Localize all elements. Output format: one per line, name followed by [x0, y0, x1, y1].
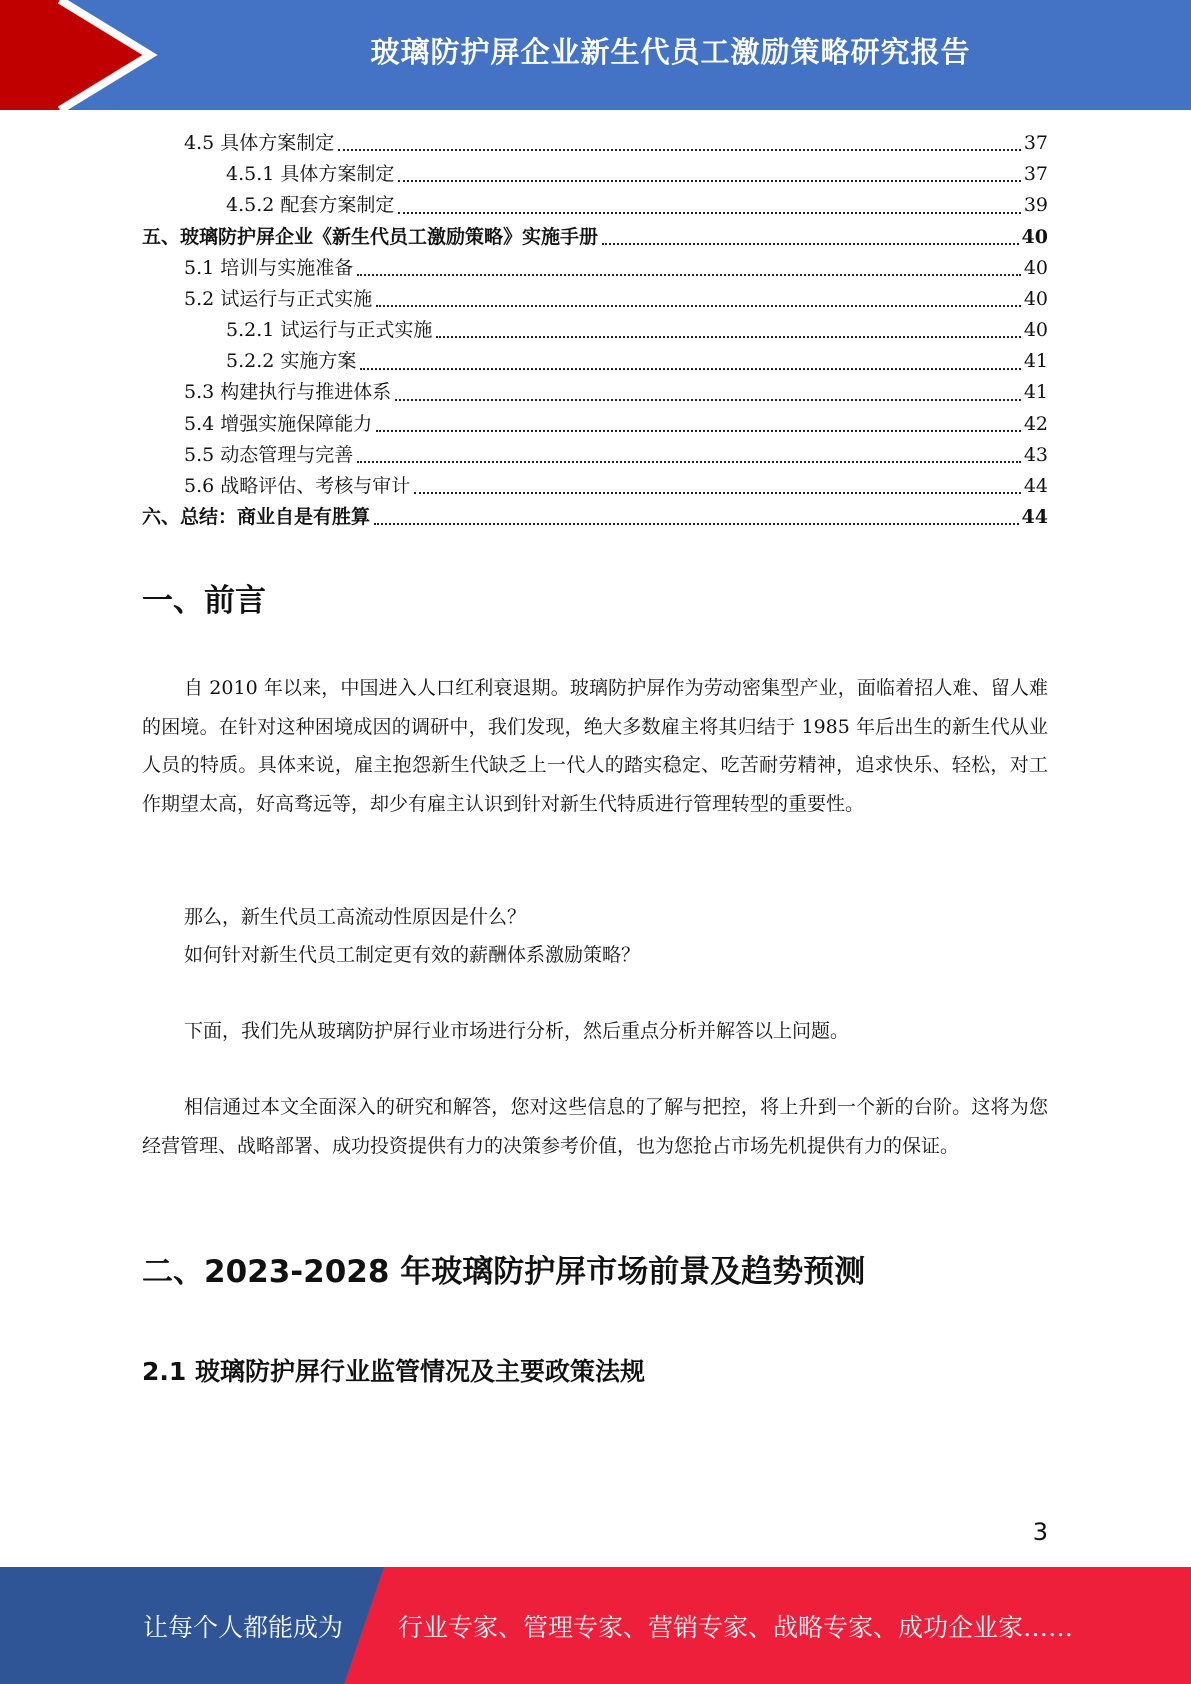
header-arrow-shape — [0, 0, 150, 110]
table-of-contents — [142, 128, 1048, 533]
toc-entry-label: 4.5.1 具体方案制定 — [226, 163, 395, 186]
toc-entry[interactable] — [142, 346, 1048, 377]
footer-slogan-right: 行业专家、管理专家、营销专家、战略专家、成功企业家…… — [398, 1612, 1074, 1642]
toc-entry-label: 5.2.2 实施方案 — [226, 350, 357, 373]
toc-leader-dots — [376, 305, 1021, 307]
toc-entry[interactable] — [142, 502, 1048, 533]
toc-entry[interactable] — [142, 471, 1048, 502]
header-arrow-decoration — [0, 0, 160, 110]
toc-entry-page: 40 — [1021, 225, 1048, 248]
toc-entry[interactable] — [142, 284, 1048, 315]
toc-entry-label: 4.5 具体方案制定 — [184, 131, 335, 154]
subsection-heading-regulation: 2.1 玻璃防护屏行业监管情况及主要政策法规 — [142, 1357, 645, 1386]
toc-entry-label: 5.5 动态管理与完善 — [184, 443, 354, 466]
toc-leader-dots — [360, 368, 1020, 370]
paragraph-analysis-plan: 下面，我们先从玻璃防护屏行业市场进行分析，然后重点分析并解答以上问题。 — [184, 1020, 850, 1042]
toc-leader-dots — [374, 523, 1019, 525]
toc-entry-page: 40 — [1023, 287, 1048, 310]
page-footer — [0, 1567, 1191, 1684]
toc-entry-label: 4.5.2 配套方案制定 — [226, 194, 395, 217]
toc-entry[interactable] — [142, 440, 1048, 471]
toc-entry-page: 40 — [1023, 256, 1048, 279]
toc-entry-label: 5.2.1 试运行与正式实施 — [226, 319, 433, 342]
page-number: 3 — [1032, 1518, 1048, 1546]
toc-entry-label: 5.2 试运行与正式实施 — [184, 287, 373, 310]
question-line-2: 如何针对新生代员工制定更有效的薪酬体系激励策略？ — [184, 944, 641, 966]
toc-entry-page: 41 — [1023, 350, 1048, 373]
question-line-1: 那么，新生代员工高流动性原因是什么？ — [184, 906, 527, 928]
toc-entry[interactable] — [142, 128, 1048, 159]
toc-entry-page: 37 — [1023, 163, 1048, 186]
toc-entry-label: 五、玻璃防护屏企业《新生代员工激励策略》实施手册 — [142, 225, 599, 248]
paragraph-intro: 自 2010 年以来，中国进入人口红利衰退期。玻璃防护屏作为劳动密集型产业，面临着招人难、留人难的困境。在针对这种困境成因的调研中，我们发现，绝大多数雇主将其归结于 1985 年后出生的新生代从业人员的特质。具体来说，雇主抱怨新生代缺乏上一代人的踏实稳定、吃苦耐劳精神，追求快乐、轻松，对工作期望太高，好高骛远等，却少有雇主认识到针对新生代特质进行管理转型的重要性。 — [142, 677, 1048, 815]
toc-entry-label: 5.3 构建执行与推进体系 — [184, 381, 392, 404]
toc-leader-dots — [602, 243, 1019, 245]
paragraph-value: 相信通过本文全面深入的研究和解答，您对这些信息的了解与把控，将上升到一个新的台阶。这将为您经营管理、战略部署、成功投资提供有力的决策参考价值，也为您抢占市场先机提供有力的保证。 — [142, 1096, 1048, 1157]
toc-entry[interactable] — [142, 190, 1048, 221]
toc-leader-dots — [395, 399, 1021, 401]
toc-leader-dots — [376, 430, 1021, 432]
toc-entry-label: 5.1 培训与实施准备 — [184, 256, 354, 279]
toc-leader-dots — [357, 461, 1021, 463]
toc-entry-page: 43 — [1023, 443, 1048, 466]
header-title: 玻璃防护屏企业新生代员工激励策略研究报告 — [370, 34, 971, 69]
toc-leader-dots — [414, 492, 1021, 494]
section-heading-preface: 一、前言 — [142, 583, 266, 619]
section-heading-market-forecast: 二、2023-2028 年玻璃防护屏市场前景及趋势预测 — [142, 1254, 866, 1290]
toc-entry[interactable] — [142, 378, 1048, 409]
page-header — [0, 0, 1191, 110]
toc-entry[interactable] — [142, 409, 1048, 440]
toc-entry-page: 44 — [1021, 506, 1048, 529]
toc-leader-dots — [338, 149, 1021, 151]
toc-leader-dots — [398, 212, 1020, 214]
toc-entry-label: 六、总结：商业自是有胜算 — [142, 506, 371, 529]
toc-entry-page: 37 — [1023, 131, 1048, 154]
toc-entry-page: 44 — [1023, 475, 1048, 498]
toc-entry-label: 5.4 增强实施保障能力 — [184, 412, 373, 435]
toc-entry[interactable] — [142, 315, 1048, 346]
toc-entry-page: 42 — [1023, 412, 1048, 435]
toc-leader-dots — [436, 336, 1020, 338]
toc-leader-dots — [357, 274, 1021, 276]
toc-entry-page: 40 — [1023, 319, 1048, 342]
footer-slogan-left: 让每个人都能成为 — [143, 1612, 344, 1642]
toc-leader-dots — [398, 180, 1020, 182]
toc-entry-page: 41 — [1023, 381, 1048, 404]
toc-entry-page: 39 — [1023, 194, 1048, 217]
toc-entry[interactable] — [142, 159, 1048, 190]
toc-entry[interactable] — [142, 253, 1048, 284]
toc-entry-label: 5.6 战略评估、考核与审计 — [184, 475, 411, 498]
toc-entry[interactable] — [142, 222, 1048, 253]
